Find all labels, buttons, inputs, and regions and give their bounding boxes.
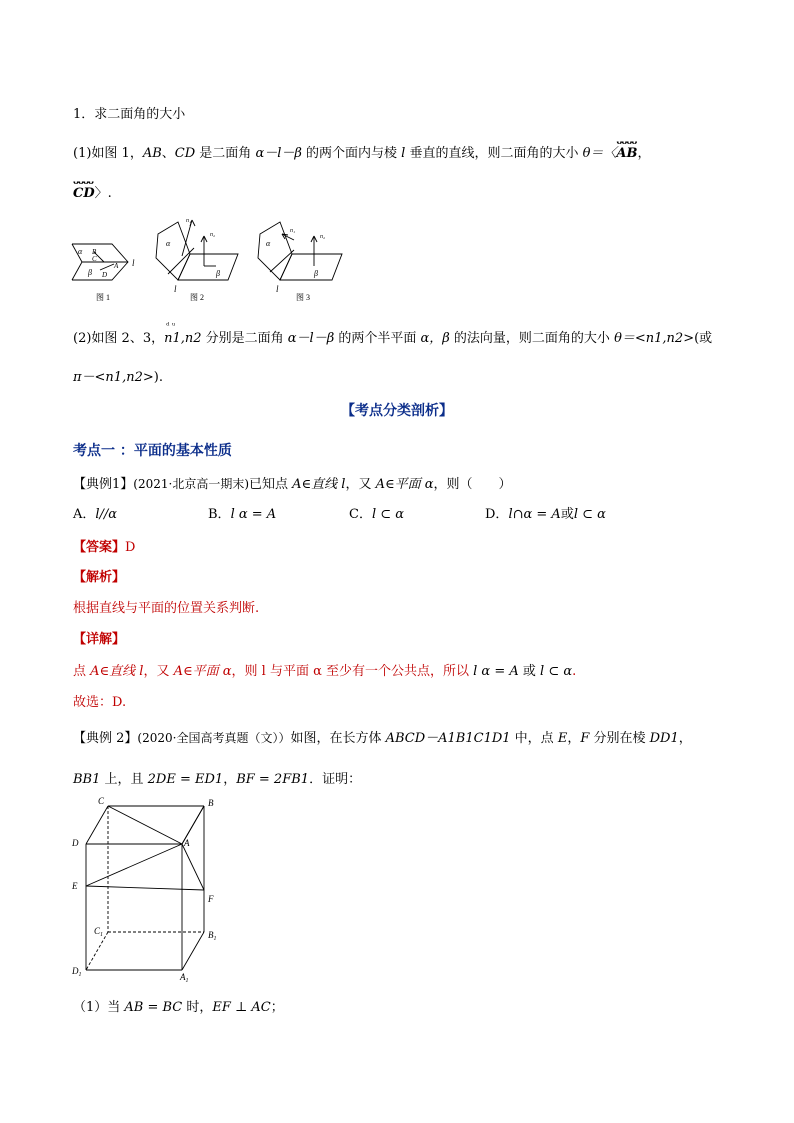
dihedral-figures [70,214,370,310]
svg-text:B: B [92,248,97,256]
figure-2-caption: 图 2 [190,293,204,302]
svg-text:l: l [132,258,135,268]
question-1: （1）当 AB = BC 时，EF ⊥ AC； [73,1000,284,1015]
svg-text:α: α [78,247,83,256]
intro-paragraph-1-cont: ᴗᴗᴗᴗ CD〉. [73,177,112,201]
label-B1: $B_1$ [208,930,217,942]
svg-text:α: α [166,239,171,248]
figure-1-caption: 图 1 [96,293,110,302]
answer-line [73,536,135,555]
answer-value: D [125,540,136,555]
svg-text:n₁: n₁ [290,228,296,234]
label-C: C [98,796,105,806]
svg-text:l: l [276,284,279,294]
svg-text:C: C [92,255,97,263]
label-D1: $D_1$ [72,966,82,978]
intro-paragraph-1: (1)如图 1，AB、CD 是二面角 α－l－β 的两个面内与棱 l 垂直的直线，则二面角的大小 θ＝〈 ᴗᴗᴗᴗ AB， [73,137,651,161]
intro-paragraph-2: (2)如图 2、3， ᵈ ᵘ n1,n2 分别是二面角 α－l－β 的两个半平面 α，β 的法向量，则二面角的大小 θ＝<n1,n2>(或 [73,321,713,346]
svg-text:β: β [314,269,318,278]
option-c[interactable]: C．l ⊂ α [349,507,405,522]
answer-tag: 【答案】 [73,540,126,555]
detail-text: 点 A∈直线 l，又 A∈平面 α，则 l 与平面 α 至少有一个公共点，所以 l α = A 或 l ⊂ α. [73,664,577,679]
svg-text:α: α [266,239,271,248]
svg-text:n₂: n₂ [210,232,216,238]
intro-heading: 1．求二面角的大小 [73,107,186,122]
label-C1: $C_1$ [94,926,104,938]
vector-ab: ᴗᴗᴗᴗ AB [616,137,638,161]
label-A: A [184,838,190,848]
choose-text: 故选：D. [73,695,127,710]
label-E: E [72,881,78,891]
example-2-stem-cont: BB1 上，且 2DE = ED1，BF = 2FB1．证明： [73,772,362,787]
section-title: 【考点分类剖析】 [341,403,453,419]
intro-paragraph-2-cont: π－<n1,n2>). [73,370,163,385]
option-b[interactable]: B．l α = A [208,507,277,522]
svg-text:n₁: n₁ [186,218,192,224]
label-A1: $A_1$ [180,972,189,984]
point-1-title: 考点一 ：平面的基本性质 [73,443,232,459]
figure-1 [72,244,135,280]
svg-text:β: β [216,269,220,278]
svg-text:n₂: n₂ [320,234,326,240]
vector-cd: ᴗᴗᴗᴗ CD [73,177,95,201]
svg-text:l: l [174,284,177,294]
detail-tag: 【详解】 [73,632,126,647]
figure-3 [258,222,342,294]
label-B: B [208,798,214,808]
example-1-options [73,503,733,521]
cuboid-figure [66,794,236,984]
label-F: F [208,894,214,904]
option-a[interactable]: A．l//α [73,507,118,522]
option-d[interactable]: D．l∩α = A或l ⊂ α [485,507,606,522]
figure-3-caption: 图 3 [296,293,310,302]
svg-text:A: A [114,262,119,270]
svg-text:β: β [88,268,92,277]
example-2-stem: 【典例 2】(2020·全国高考真题（文））如图，在长方体 ABCD－A1B1C1D1 中，点 E，F 分别在棱 DD1， [73,731,692,746]
figure-2 [156,218,238,294]
analysis-text: 根据直线与平面的位置关系判断. [73,601,260,616]
analysis-tag: 【解析】 [73,570,126,585]
label-D: D [72,838,79,848]
svg-text:D: D [102,271,108,279]
example-1-stem: 【典例1】(2021·北京高一期末)已知点 A∈直线 l，又 A∈平面 α，则（ ） [73,477,512,492]
